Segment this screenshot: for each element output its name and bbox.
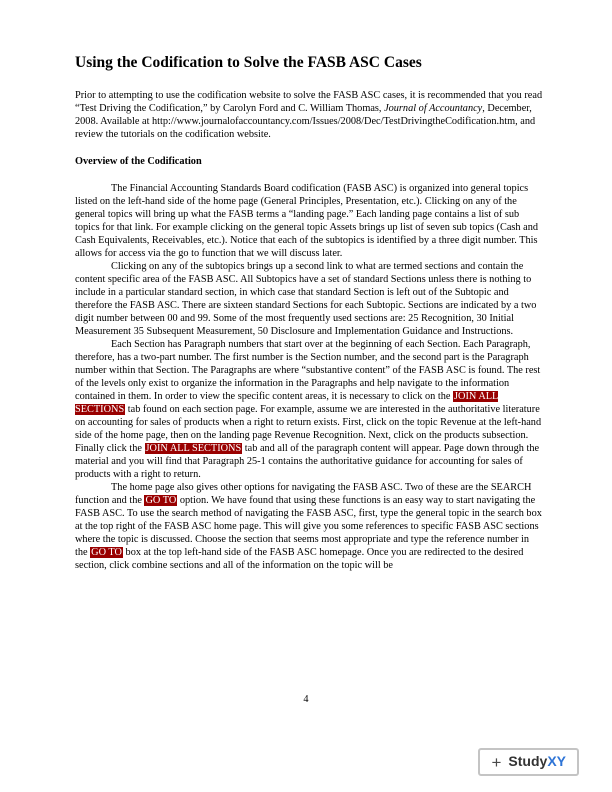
page-content (75, 54, 543, 572)
paragraph-text-segment: option. We have found that using these functions is an easy way to start navigating the FASB ASC. To use the search method of navigating the FASB ASC, first, type the general topic in the search box at the top right of the FASB ASC home page. This will give you some references to specific FASB ASC sections where the topic is discussed. Choose the section that seems most appropriate and type the reference number in the (75, 495, 542, 558)
paragraph-navigation (75, 481, 543, 572)
paragraph-sections (75, 338, 543, 481)
journal-title-italic: Journal of Accountancy (384, 103, 483, 114)
paragraph-text-segment: box at the top left-hand side of the FASB ASC homepage. Once you are redirected to the desired section, click combine sections and all of the information on the topic will be (75, 547, 524, 571)
body-text-block (75, 182, 543, 572)
intro-text-segment: , December, 2008. Available at http://www.journalofaccountancy.com/Issues/2008/Dec/TestDrivingtheCodification.htm, and review the tutorials on the codification website. (75, 103, 536, 140)
page-number: 4 (303, 694, 309, 705)
join-all-sections-highlight-2: JOIN ALL SECTIONS (145, 443, 242, 454)
paragraph-subtopics: Clicking on any of the subtopics brings up a second link to what are termed sections and contain the content specific area of the FASB ASC. All Subtopics have a set of standard Sections unless there is nothing to include in a particular standard section, in which case that standard Section is left out of the Subtopic and therefore the FASB ASC. There are sixteen standard Sections for each Subtopic. Sections are indicated by a two digit number between 00 and 99. Some of the most frequently used sections are: 25 Recognition, 30 Initial Measurement 35 Subsequent Measurement, 50 Disclosure and Implementation Guidance and Instructions. (75, 261, 537, 337)
intro-paragraph (75, 89, 543, 141)
intro-text-segment: Prior to attempting to use the codification website to solve the FASB ASC cases, it is recommended that you read “Test Driving the Codification,” by Carolyn Ford and C. William Thomas, (75, 90, 543, 114)
paragraph-organization: The Financial Accounting Standards Board codification (FASB ASC) is organized into general topics listed on the left-hand side of the home page (General Principles, Presentation, etc.). Clicking on any of the general topics will bring up what the FASB terms a “landing page.” Each landing page contains a list of sub topics for that link. For example clicking on the general topic Assets brings up list of seven sub topics (Cash and Cash Equivalents, Receivables, etc.). Notice that each of the subtopics is identified by a three digit number. This allows for access via the go to function that we will discuss later. (75, 183, 538, 259)
studyxy-logo (478, 748, 579, 776)
join-all-sections-highlight-1: JOIN ALL SECTIONS (75, 391, 499, 415)
paragraph-text-segment: tab and all of the paragraph content will appear. Page down through the material and you will find that Paragraph 25-1 contains the authoritative guidance for accounting for sales of products with a right to return. (75, 443, 540, 480)
document-title: Using the Codification to Solve the FASB ASC Cases (75, 54, 422, 71)
go-to-highlight-1: GO TO (145, 495, 177, 506)
paragraph-text-segment: tab found on each section page. For example, assume we are interested in the authoritative literature on accounting for sales of products when a right to return exists. First, click on the topic Revenue at the left-hand side of the home page, then on the landing page Revenue Recognition. Next, click on the products subsection. Finally click the (75, 404, 542, 454)
logo-wordmark (508, 753, 566, 771)
logo-text-study: Study (508, 753, 548, 769)
paragraph-text-segment: The home page also gives other options for navigating the FASB ASC. Two of these are the SEARCH function and the (75, 482, 532, 506)
plus-icon: + (491, 752, 502, 772)
section-heading: Overview of the Codification (75, 156, 202, 167)
go-to-highlight-2: GO TO (91, 547, 122, 558)
paragraph-text-segment: Each Section has Paragraph numbers that start over at the beginning of each Section. Each Paragraph, therefore, has a two-part number. The first number is the Section number, and the second part is the Paragraph number within that Section. The Paragraphs are where “substantive content” of the FASB ASC is found. The rest of the levels only exist to organize the information in the Paragraphs and help navigate to the information contained in them. In order to view the specific content areas, it is necessary to click on the (75, 339, 541, 402)
logo-text-xy: XY (547, 753, 566, 769)
